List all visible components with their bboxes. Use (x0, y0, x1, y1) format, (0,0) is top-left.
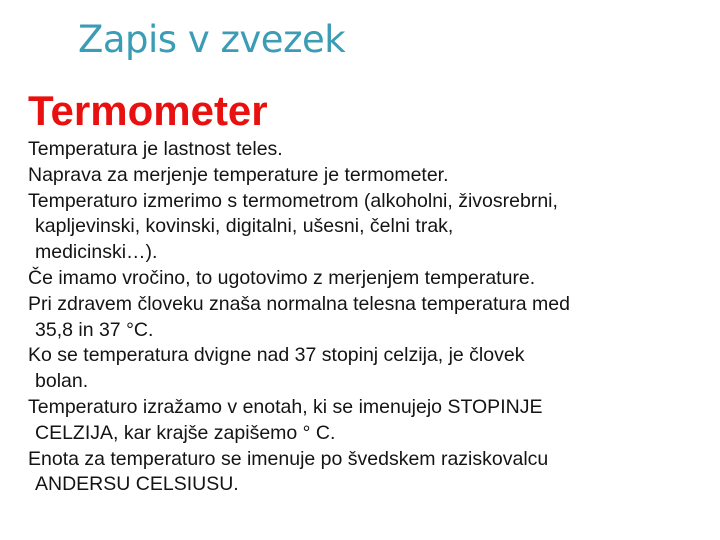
section-heading: Termometer (28, 87, 268, 134)
text-line: Temperatura je lastnost teles. (28, 138, 283, 160)
text-line: Ko se temperatura dvigne nad 37 stopinj celzija, je človek (28, 344, 525, 367)
text-line: Temperaturo izražamo v enotah, ki se imenujejo STOPINJE (28, 395, 543, 418)
text-line: Temperaturo izmerimo s termometrom (alkoholni, živosrebrni, (28, 189, 558, 212)
text-line: bolan. (35, 370, 89, 393)
text-line: Pri zdravem človeku znaša normalna telesna temperatura med (28, 292, 570, 315)
text-line: medicinski…). (35, 241, 158, 264)
text-line: kapljevinski, kovinski, digitalni, ušesni, čelni trak, (35, 215, 454, 238)
body-text (28, 137, 708, 498)
text-line: Če imamo vročino, to ugotovimo z merjenjem temperature. (28, 266, 536, 289)
slide-title: Zapis v zvezek (78, 18, 346, 61)
text-line: CELZIJA, kar krajše zapišemo ° C. (35, 421, 336, 444)
text-line: ANDERSU CELSIUSU. (35, 473, 239, 496)
text-line: Enota za temperaturo se imenuje po švedskem raziskovalcu (28, 447, 549, 470)
text-line: Naprava za merjenje temperature je termometer. (28, 163, 449, 186)
text-line: 35,8 in 37 °C. (35, 318, 154, 341)
